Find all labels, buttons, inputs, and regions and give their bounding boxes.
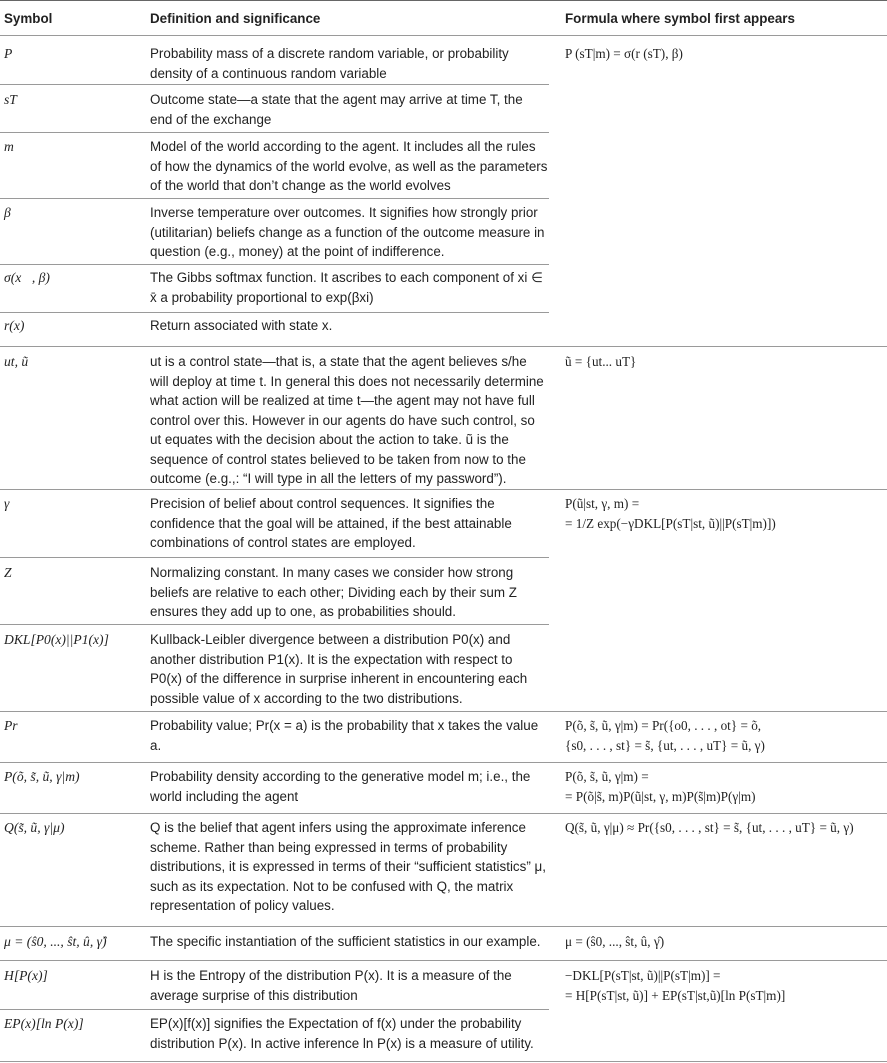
row-divider — [0, 84, 549, 85]
symbol-cell: σ(x⃗, β) — [4, 270, 50, 285]
symbol-cell: EP(x)[ln P(x)] — [4, 1016, 84, 1031]
formula-cell: ũ = {ut... uT} — [565, 354, 637, 369]
row-divider — [0, 960, 887, 961]
row-divider — [0, 711, 887, 712]
row-divider — [0, 35, 887, 36]
definition-cell: Return associated with state x. — [150, 318, 333, 333]
formula-cell: μ = (ŝ0, ..., ŝt, û, γ̂) — [565, 934, 665, 949]
row-divider — [0, 198, 549, 199]
row-divider — [0, 1009, 549, 1010]
definition-cell: Kullback-Leibler divergence between a distribution P0(x) and another distribution P1(x). It is the expectation with respect to P0(x) of the difference in surprise inherent in encountering each possible value of x according to the two distributions. — [150, 632, 528, 706]
header-definition: Definition and significance — [150, 11, 321, 26]
symbol-cell: P(õ, s̃, ũ, γ|m) — [4, 769, 80, 784]
symbol-cell: γ — [4, 496, 10, 511]
definition-cell: Q is the belief that agent infers using the approximate inference scheme. Rather than being expressed in terms of probability distributions, it is expressed in terms of their “sufficient statistics” μ, such as its expectation. Not to be confused with Q, the matrix representation of policy values. — [150, 820, 546, 913]
symbol-cell: H[P(x)] — [4, 968, 48, 983]
symbol-cell: β — [4, 205, 11, 220]
formula-cell: P (sT|m) = σ(r (sT), β) — [565, 46, 683, 61]
row-divider — [0, 132, 549, 133]
definition-cell: Normalizing constant. In many cases we consider how strong beliefs are relative to each other; Dividing each by their sum Z ensures they add up to one, as probabilities should. — [150, 565, 517, 619]
definition-cell: Probability value; Pr(x = a) is the probability that x takes the value a. — [150, 718, 539, 753]
formula-cell: −DKL[P(sT|st, ũ)||P(sT|m)] = = H[P(sT|st, ũ)] + EP(sT|st,ũ)[ln P(sT|m)] — [565, 968, 786, 1003]
formula-cell: P(õ, s̃, ũ, γ|m) = Pr({o0, . . . , ot} = õ, {s0, . . . , st} = s̃, {ut, . . . , uT} = ũ, γ) — [565, 718, 765, 753]
definition-cell: H is the Entropy of the distribution P(x). It is a measure of the average surprise of this distribution — [150, 968, 512, 1003]
row-divider — [0, 813, 887, 814]
row-divider — [0, 0, 887, 1]
symbol-cell: r(x) — [4, 318, 25, 333]
row-divider — [0, 762, 887, 763]
symbol-cell: Z — [4, 565, 12, 580]
symbol-cell: P — [4, 46, 13, 61]
definition-cell: Probability mass of a discrete random variable, or probability density of a continuous random variable — [150, 46, 509, 81]
definition-cell: Probability density according to the generative model m; i.e., the world including the agent — [150, 769, 531, 804]
header-symbol: Symbol — [4, 11, 53, 26]
definition-cell: ut is a control state—that is, a state that the agent believes s/he will deploy at time t. In general this does not necessarily determine what action will be realized at time t—the agent may not have full control over this. However in our agents do have such control, so ut equates with the decision about the action to take. ũ is the sequence of control states believed to be taken from now to the outcome (e.g.,: “I will type in all the letters of my password”). — [150, 354, 544, 486]
symbol-cell: DKL[P0(x)||P1(x)] — [4, 632, 109, 647]
row-divider — [0, 926, 887, 927]
symbol-cell: μ = (ŝ0, ..., ŝt, û, γ̂) — [4, 934, 107, 949]
symbol-cell: m — [4, 139, 14, 154]
row-divider — [0, 489, 887, 490]
definition-cell: The specific instantiation of the sufficient statistics in our example. — [150, 934, 541, 949]
symbol-cell: sT — [4, 92, 17, 107]
row-divider — [0, 264, 549, 265]
definition-cell: Precision of belief about control sequences. It signifies the confidence that the goal will be attained, if the best attainable combinations of control states are employed. — [150, 496, 512, 550]
formula-cell: P(õ, s̃, ũ, γ|m) = = P(õ|s̃, m)P(ũ|st, γ, m)P(s̃|m)P(γ|m) — [565, 769, 756, 804]
symbol-cell: Pr — [4, 718, 18, 733]
definition-cell: Inverse temperature over outcomes. It signifies how strongly prior (utilitarian) beliefs change as a function of the outcome measure in question (e.g., money) at the point of indifference. — [150, 205, 545, 259]
row-divider — [0, 312, 549, 313]
row-divider — [0, 624, 549, 625]
row-divider — [0, 557, 549, 558]
definition-cell: Model of the world according to the agent. It includes all the rules of how the dynamics of the world evolve, as well as the parameters of the world that don’t change as the world evolves — [150, 139, 548, 193]
formula-cell: Q(s̃, ũ, γ|μ) ≈ Pr({s0, . . . , st} = s̃, {ut, . . . , uT} = ũ, γ) — [565, 820, 854, 835]
definition-cell: The Gibbs softmax function. It ascribes to each component of xi ∈ x̄ a probability proportional to exp(βxi) — [150, 270, 543, 305]
symbol-cell: Q(s̃, ũ, γ|μ) — [4, 820, 65, 835]
row-divider — [0, 1061, 887, 1062]
symbol-cell: ut, ũ — [4, 354, 29, 369]
row-divider — [0, 346, 887, 347]
definition-cell: EP(x)[f(x)] signifies the Expectation of f(x) under the probability distribution P(x). In active inference ln P(x) is a measure of utility. — [150, 1016, 534, 1051]
formula-cell: P(ũ|st, γ, m) = = 1/Z exp(−γDKL[P(sT|st, ũ)||P(sT|m)]) — [565, 496, 776, 531]
header-formula: Formula where symbol first appears — [565, 11, 795, 26]
definition-cell: Outcome state—a state that the agent may arrive at time T, the end of the exchange — [150, 92, 523, 127]
